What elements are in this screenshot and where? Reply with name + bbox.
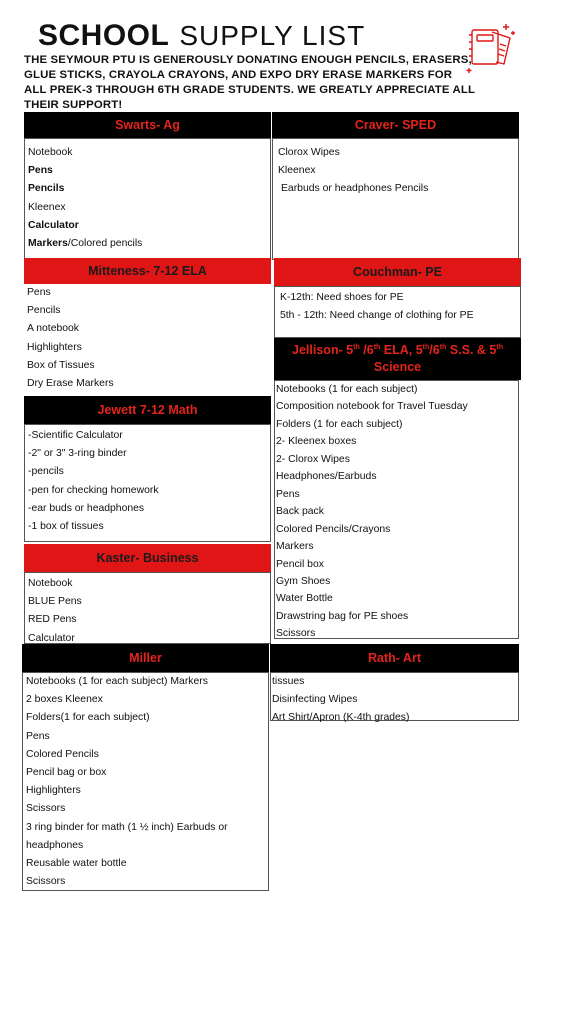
list-item: Notebooks (1 for each subject) (276, 384, 418, 395)
card-body-couchman (274, 286, 521, 338)
card-jellison (274, 338, 521, 639)
card-body-swarts (24, 138, 271, 260)
list-item: Box of Tissues (27, 359, 95, 371)
list-item: Calculator (28, 219, 79, 231)
card-swarts (24, 112, 271, 260)
card-body-rath (270, 672, 519, 724)
card-body-mitteness (24, 284, 271, 394)
list-item: Calculator (28, 632, 75, 644)
list-item: Highlighters (26, 785, 81, 797)
list-item: Notebook (28, 147, 73, 158)
list-item: Pencil bag or box (26, 767, 107, 779)
list-item: Scissors (26, 876, 66, 888)
list-item: Earbuds or headphones Pencils (281, 183, 429, 195)
list-item: Reusable water bottle (26, 858, 127, 870)
card-jewett (24, 396, 271, 542)
card-kaster (24, 544, 271, 644)
intro-text: THE SEYMOUR PTU IS GENEROUSLY DONATING ENOUGH PENCILS, ERASERS, GLUE STICKS, CRAYOLA CRAYONS, AND EXPO DRY ERASE MARKERS FOR ALL PREK-3 THROUGH 6TH GRADE STUDENTS. WE GREATLY APPRECIATE ALL THEIR SUPPORT! (24, 54, 475, 111)
list-item: A notebook (27, 323, 79, 335)
list-item: Clorox Wipes (278, 147, 340, 158)
card-mitteness (24, 258, 271, 394)
list-item: Pens (27, 287, 51, 298)
list-item: Notebook (28, 578, 73, 589)
list-item: Water Bottle (276, 593, 333, 605)
card-header-miller: Miller (22, 644, 269, 672)
list-item: Gym Shoes (276, 575, 331, 587)
title-part: Jellison- 5 (292, 343, 354, 357)
title-part: ELA, 5 (380, 343, 423, 357)
title-sup: th (439, 344, 447, 351)
list-item: Disinfecting Wipes (272, 694, 358, 706)
list-item: 2- Clorox Wipes (276, 453, 350, 465)
list-item: Pencil box (276, 558, 324, 570)
list-item: Pencils (28, 183, 65, 195)
card-header-rath: Rath- Art (270, 644, 519, 672)
card-body-craver (272, 138, 519, 260)
list-item: 3 ring binder for math (1 ½ inch) Earbuds or (26, 821, 228, 833)
card-header-kaster: Kaster- Business (24, 544, 271, 572)
card-header-couchman: Couchman- PE (274, 258, 521, 286)
list-item: -1 box of tissues (28, 521, 104, 533)
list-item: Pens (26, 730, 50, 742)
title-sup: th (422, 344, 430, 351)
card-couchman (274, 258, 521, 338)
title-part: /6 (429, 343, 440, 357)
card-header-craver: Craver- SPED (272, 112, 519, 138)
list-item (28, 235, 270, 253)
list-item: -Scientific Calculator (28, 430, 123, 441)
card-header-swarts: Swarts- Ag (24, 112, 271, 138)
list-item: Scissors (26, 803, 66, 815)
jellison-title-line2: Science (373, 360, 422, 374)
notebook-icon (462, 18, 520, 78)
list-item: Folders(1 for each subject) (26, 712, 150, 724)
list-item: -pencils (28, 466, 64, 478)
list-item: Art Shirt/Apron (K-4th grades) (272, 712, 410, 724)
card-body-kaster (24, 572, 271, 644)
list-item: Back pack (276, 506, 324, 518)
title-part: S.S. & 5 (446, 343, 497, 357)
list-item: Notebooks (1 for each subject) Markers (26, 676, 208, 687)
list-item: RED Pens (28, 614, 77, 626)
list-item: Kleenex (278, 165, 316, 177)
card-miller (22, 644, 269, 891)
list-item: -2" or 3" 3-ring binder (28, 448, 127, 460)
title-sup: th (373, 344, 381, 351)
list-item: Pens (276, 488, 300, 500)
list-item: Markers (276, 541, 314, 553)
title-part: /6 (359, 343, 374, 357)
list-item: Highlighters (27, 341, 82, 353)
list-item: 2- Kleenex boxes (276, 436, 357, 448)
list-item: BLUE Pens (28, 596, 82, 608)
card-body-jellison (274, 380, 519, 639)
card-rath (270, 644, 519, 724)
page-title (38, 18, 365, 51)
list-item: Pencils (27, 305, 61, 317)
list-item: Kleenex (28, 201, 66, 213)
card-header-mitteness: Mitteness- 7-12 ELA (24, 258, 271, 284)
list-item: Composition notebook for Travel Tuesday (276, 401, 468, 413)
card-body-miller (22, 672, 269, 891)
list-item: Drawstring bag for PE shoes (276, 610, 409, 622)
jellison-title-line1 (292, 342, 503, 359)
title-bold: SCHOOL (38, 19, 170, 52)
card-header-jewett: Jewett 7-12 Math (24, 396, 271, 424)
card-body-jewett (24, 424, 271, 542)
title-sup: th (496, 344, 503, 351)
list-item: -pen for checking homework (28, 484, 159, 496)
list-item: 5th - 12th: Need change of clothing for PE (280, 310, 474, 322)
card-craver (272, 112, 519, 260)
list-item: 2 boxes Kleenex (26, 694, 103, 706)
list-item: Pens (28, 165, 53, 177)
list-item: Headphones/Earbuds (276, 471, 377, 483)
list-item: tissues (272, 676, 305, 687)
card-header-jellison (274, 338, 521, 380)
list-item: Scissors (276, 628, 316, 640)
title-sup: th (353, 344, 360, 351)
list-item: K-12th: Need shoes for PE (280, 292, 404, 303)
list-item: -ear buds or headphones (28, 502, 145, 514)
list-item: Colored Pencils/Crayons (276, 523, 391, 535)
list-item-rest: /Colored pencils (67, 238, 143, 250)
list-item: Folders (1 for each subject) (276, 418, 403, 430)
list-item-bold: Markers (28, 238, 68, 250)
list-item: Colored Pencils (26, 748, 99, 760)
title-light: SUPPLY LIST (179, 20, 366, 51)
list-item: headphones (26, 839, 84, 851)
list-item: Dry Erase Markers (27, 378, 114, 390)
